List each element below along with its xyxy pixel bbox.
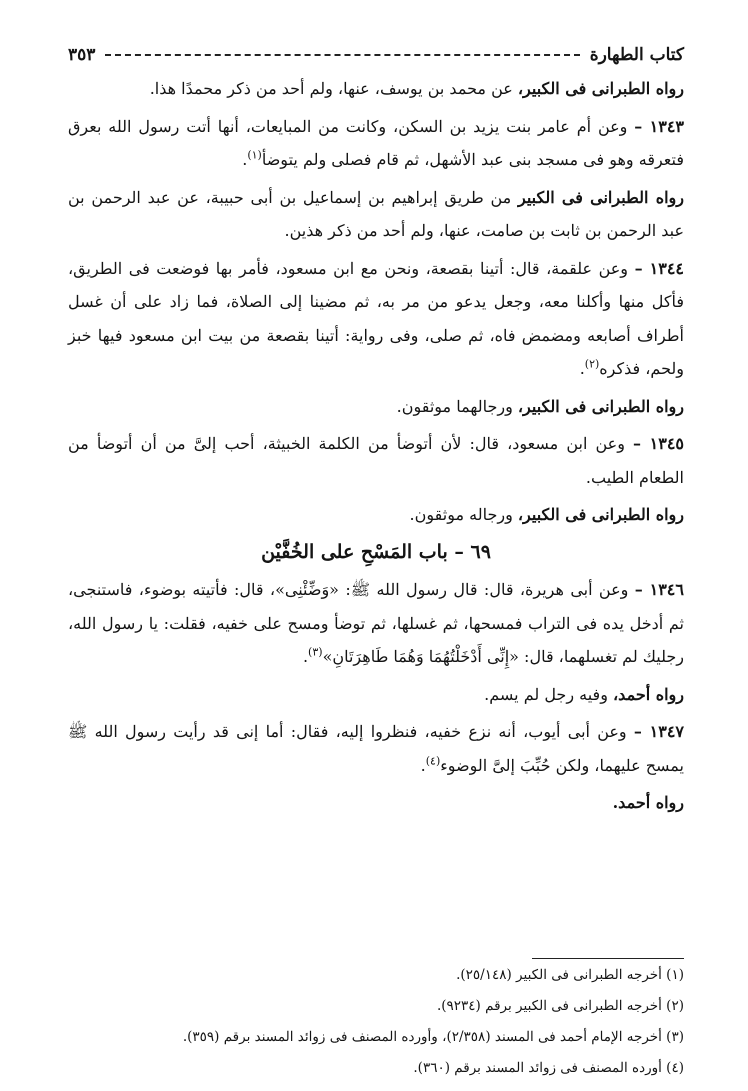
- footnote-ref[interactable]: (٢): [584, 357, 600, 371]
- paragraph-text: وعن علقمة، قال: أتينا بقصعة، ونحن مع ابن مسعود، فأمر بها فوضعت فى الطريق، فأكل منها وأكلنا معه، وجعل يدعو من مر به، ثم مضينا إلى الصلاة، فما زاد على أن غسل أطراف أصابعه ومضمض فاه، ثم صلى، وفى رواية: أتينا بقصعة من بيت ابن مسعود فيها خبز ولحم، فذكره: [68, 258, 685, 378]
- paragraph-text: وفيه رجل لم يسم.: [484, 684, 613, 704]
- hadith-paragraph: [68, 252, 684, 386]
- paragraph-tail: .: [579, 359, 585, 378]
- main-text: [68, 72, 684, 824]
- source-attribution: رواه أحمد،: [613, 684, 684, 704]
- footnote-ref[interactable]: (١): [247, 148, 262, 162]
- source-attribution: رواه الطبرانى فى الكبير: [518, 187, 684, 207]
- section-heading: ٦٩ – باب المَسْحِ على الخُفَّيْن: [261, 540, 491, 563]
- source-paragraph: [68, 390, 684, 424]
- footnote-ref[interactable]: (٣): [308, 645, 323, 659]
- source-paragraph: [68, 181, 684, 248]
- chapter-title: كتاب الطهارة: [589, 45, 684, 65]
- source-attribution: رواه الطبرانى فى الكبير،: [517, 79, 684, 98]
- source-paragraph: [68, 678, 684, 712]
- paragraph-tail: .: [242, 150, 248, 169]
- paragraph-text: وعن أبى أيوب، أنه نزع خفيه، فنظروا إليه، فقال: أما إنى قد رأيت رسول الله ﷺ يمسح عليهما، ولكن حُبِّبَ إلىَّ الوضوء: [68, 722, 684, 775]
- source-attribution: رواه أحمد.: [612, 793, 684, 812]
- paragraph-text: ورجالهما موثقون.: [396, 396, 518, 416]
- hadith-number: ١٣٤٦ –: [634, 580, 684, 599]
- source-paragraph: [68, 498, 684, 532]
- source-paragraph: [68, 72, 684, 106]
- book-page: [68, 32, 685, 1076]
- hadith-paragraph: [68, 573, 684, 674]
- source-attribution: رواه الطبرانى فى الكبير،: [517, 396, 684, 416]
- paragraph-text: وعن أبى هريرة، قال: قال رسول الله ﷺ: «وَضِّئْنِى»، قال: فأتيته بوضوء، فاستنجى، ثم أدخل يده فى التراب فمسحها، ثم غسلها، ثم توضأ ومسح على خفيه، فقلت: يا رسول الله، رجليك لم تغسلهما، قال: «إِنِّى أَدْخَلْتُهُمَا وَهُمَا طَاهِرَتَانِ»: [68, 580, 684, 666]
- page-number: ٣٥٣: [68, 45, 96, 65]
- footnote-item: (٣) أخرجه الإمام أحمد فى المسند (٢/٣٥٨)، وأورده المصنف فى زوائد المسند برقم (٣٥٩).: [182, 1029, 684, 1045]
- source-paragraph: [68, 786, 684, 820]
- hadith-number: ١٣٤٥ –: [633, 434, 685, 453]
- footnote-item: (٢) أخرجه الطبرانى فى الكبير برقم (٩٢٣٤).: [436, 998, 684, 1014]
- hadith-number: ١٣٤٧ –: [633, 722, 684, 741]
- page-header: [68, 40, 684, 70]
- footnote-divider: [532, 958, 684, 959]
- footnotes: [68, 960, 684, 1084]
- paragraph-text: عن محمد بن يوسف، عنها، ولم أحد من ذكر محمدًا هذا.: [149, 79, 518, 98]
- hadith-number: ١٣٤٣ –: [634, 116, 684, 136]
- paragraph-text: من طريق إبراهيم بن إسماعيل بن أبى حبيبة، عن عبد الرحمن بن عبد الرحمن بن ثابت بن صامت، عنها، ولم أحد من ذكر هذين.: [68, 187, 684, 240]
- paragraph-text: وعن ابن مسعود، قال: لأن أتوضأ من الكلمة الخبيثة، أحب إلىَّ من أن أتوضأ من الطعام الطيب.: [68, 434, 684, 487]
- paragraph-tail: .: [302, 647, 309, 666]
- footnote-ref[interactable]: (٤): [425, 754, 441, 768]
- footnote-item: (١) أخرجه الطبرانى فى الكبير (٢٥/١٤٨).: [456, 967, 684, 983]
- footnote-item: (٤) أورده المصنف فى زوائد المسند برقم (٣٦٠).: [413, 1060, 684, 1076]
- hadith-paragraph: [68, 715, 684, 782]
- paragraph-text: ورجاله موثقون.: [409, 505, 518, 524]
- header-dashed-rule: [105, 54, 579, 56]
- hadith-number: ١٣٤٤ –: [634, 258, 684, 278]
- hadith-paragraph: [68, 427, 684, 494]
- hadith-paragraph: [68, 110, 684, 177]
- paragraph-text: وعن أم عامر بنت يزيد بن السكن، وكانت من المبايعات، أنها أتت رسول الله بعرق فتعرقه وهو فى مسجد بنى عبد الأشهل، ثم قام فصلى ولم يتوضأ: [68, 116, 684, 169]
- paragraph-tail: .: [420, 755, 426, 775]
- source-attribution: رواه الطبرانى فى الكبير،: [517, 505, 684, 524]
